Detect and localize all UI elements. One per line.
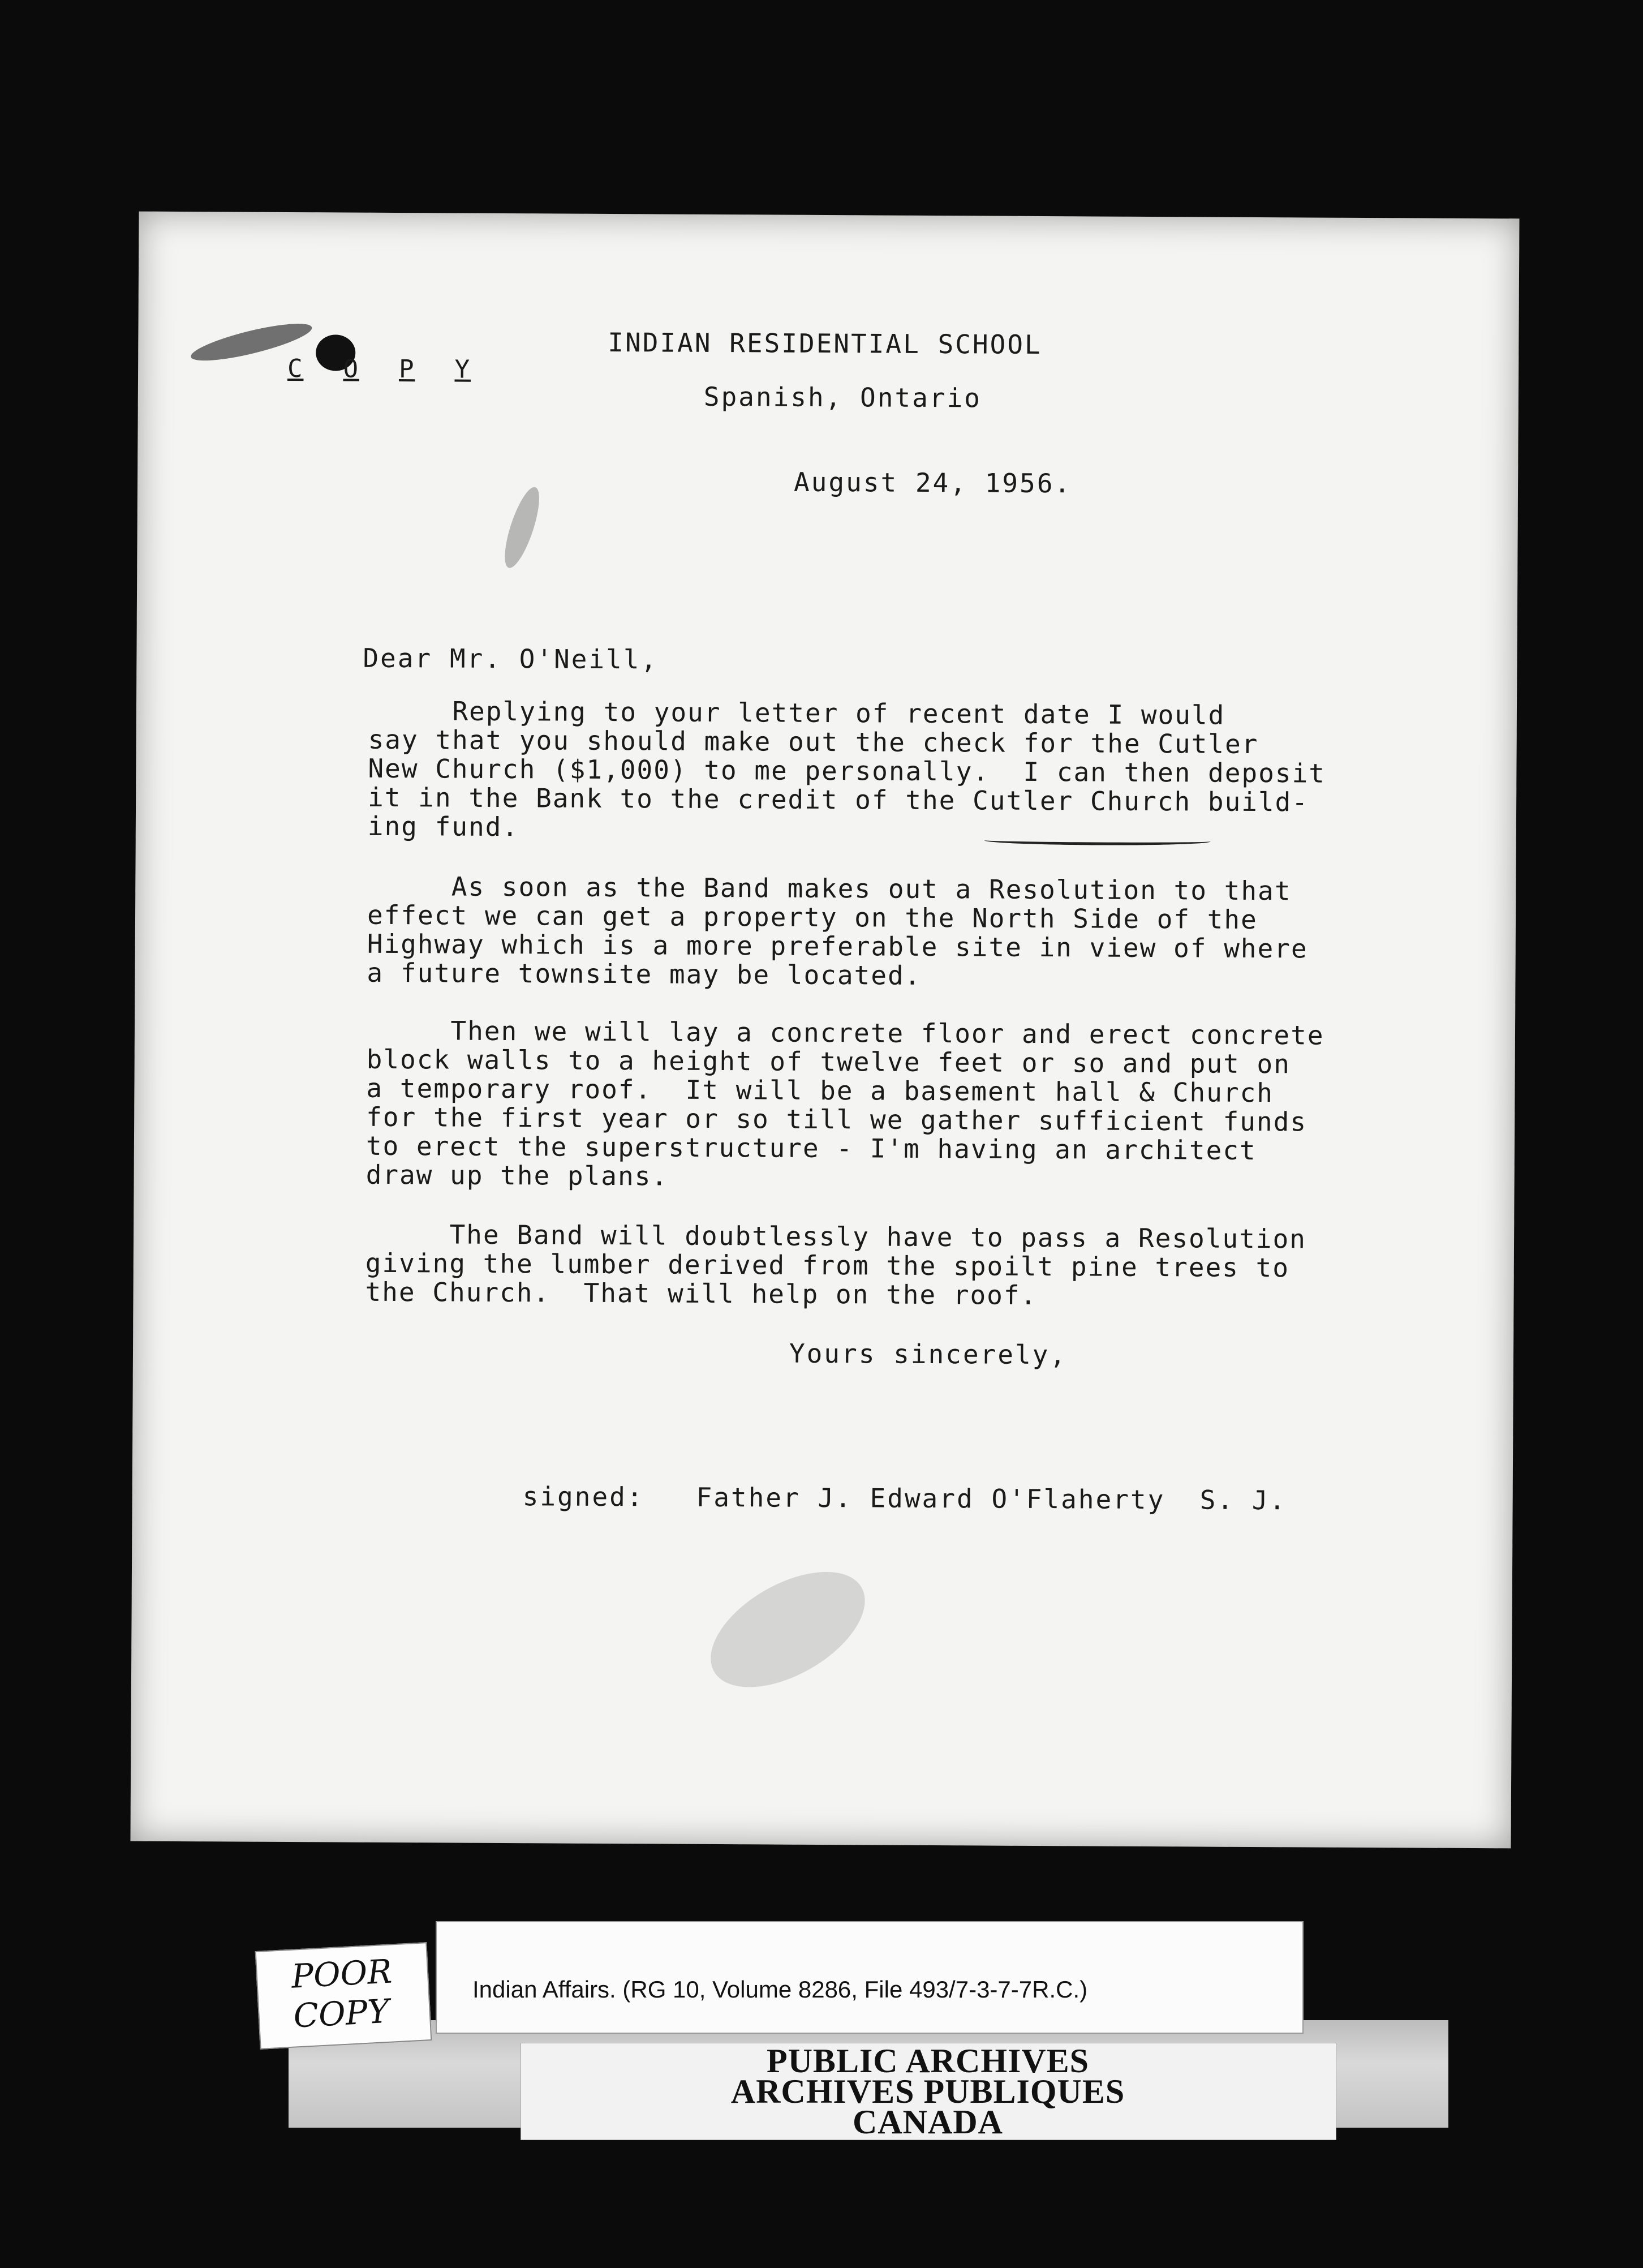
text-line: draw up the plans. bbox=[365, 1159, 669, 1192]
note-line-2: COPY bbox=[292, 1991, 390, 2035]
text-line: the Church. That will help on the roof. bbox=[365, 1276, 1038, 1311]
note-line-1: POOR bbox=[290, 1952, 393, 1996]
text-line: block walls to a height of twelve feet or so and put on bbox=[366, 1043, 1291, 1080]
text-line: for the first year or so till we gather sufficient funds bbox=[366, 1101, 1307, 1137]
paragraph-1 bbox=[368, 697, 1443, 847]
salutation: Dear Mr. O'Neill, bbox=[363, 642, 659, 675]
text-line: it in the Bank to the credit of the Cutler Church build- bbox=[368, 781, 1309, 818]
text-line: ing fund. bbox=[367, 810, 519, 843]
stamp-line-2: ARCHIVES PUBLIQUES bbox=[730, 2073, 1125, 2110]
text-line: As soon as the Band makes out a Resolution to that bbox=[367, 870, 1292, 907]
text-line: Then we will lay a concrete floor and erect concrete bbox=[366, 1015, 1324, 1051]
ink-smudge bbox=[498, 484, 546, 572]
text-line: to erect the superstructure - I'm having an architect bbox=[365, 1130, 1257, 1166]
location-line: Spanish, Ontario bbox=[703, 381, 982, 414]
copy-mark: C O P Y bbox=[287, 354, 471, 384]
letter-page bbox=[130, 212, 1519, 1849]
text-line: New Church ($1,000) to me personally. I can then deposit bbox=[368, 753, 1326, 789]
stamp-line-1: PUBLIC ARCHIVES bbox=[766, 2042, 1090, 2080]
paragraph-2 bbox=[367, 872, 1442, 993]
text-line: Highway which is a more preferable site in view of where bbox=[367, 928, 1308, 964]
ink-smudge bbox=[692, 1548, 884, 1711]
text-line: a temporary roof. It will be a basement hall & Church bbox=[366, 1072, 1274, 1109]
paragraph-3 bbox=[366, 1016, 1442, 1195]
poor-copy-note bbox=[255, 1942, 432, 2050]
letter-date: August 24, 1956. bbox=[793, 466, 1072, 499]
institution-heading: INDIAN RESIDENTIAL SCHOOL bbox=[608, 327, 1042, 360]
text-line: Replying to your letter of recent date I would bbox=[368, 695, 1225, 731]
signature-line: signed: Father J. Edward O'Flaherty S. J. bbox=[522, 1481, 1287, 1516]
text-line: say that you should make out the check for the Cutler bbox=[368, 724, 1259, 760]
text-line: The Band will doubtlessly have to pass a Resolution bbox=[365, 1218, 1307, 1255]
text-line: a future townsite may be located. bbox=[367, 957, 922, 991]
text-line: effect we can get a property on the North Side of the bbox=[367, 899, 1258, 935]
handwritten-underline bbox=[984, 836, 1211, 845]
text-line: giving the lumber derived from the spoilt pine trees to bbox=[365, 1247, 1290, 1283]
stamp-line-3: CANADA bbox=[853, 2103, 1003, 2141]
closing: Yours sincerely, bbox=[789, 1338, 1068, 1371]
paragraph-4 bbox=[365, 1220, 1440, 1312]
archive-reference: Indian Affairs. (RG 10, Volume 8286, File 493/7-3-7-7R.C.) bbox=[472, 1976, 1088, 2003]
